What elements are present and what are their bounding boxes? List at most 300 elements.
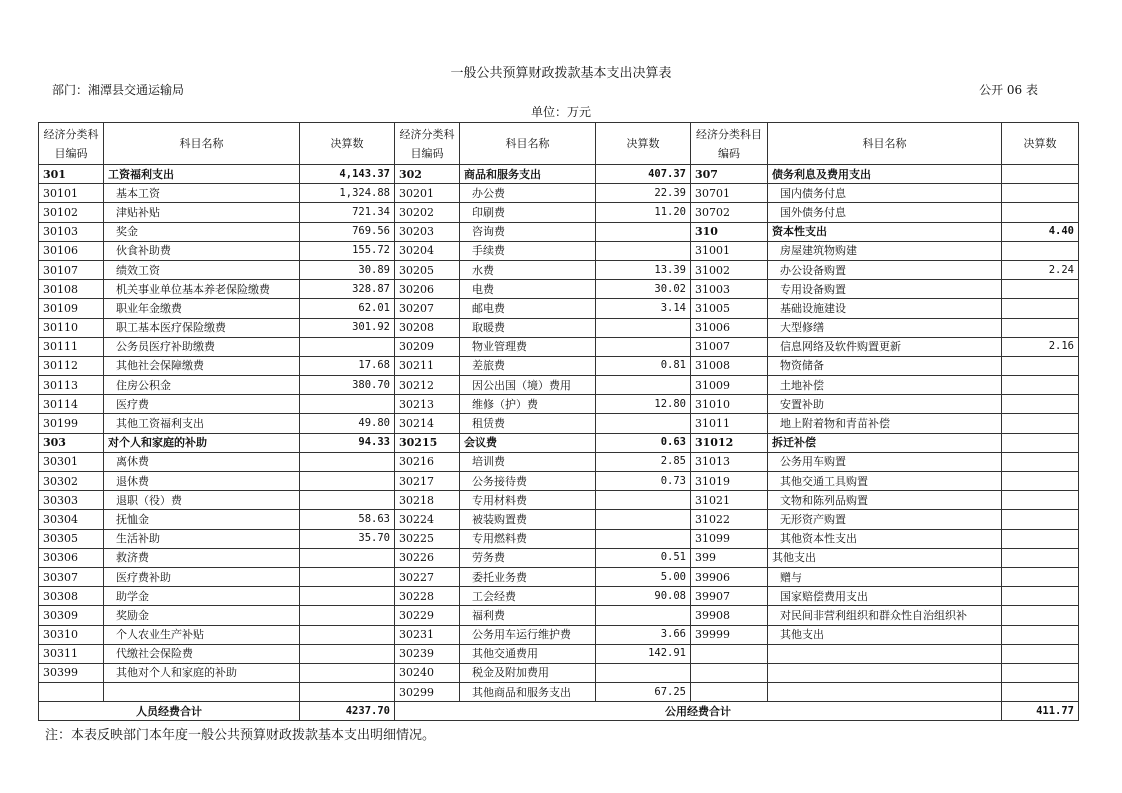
cell-name-2: 印刷费	[460, 203, 596, 222]
cell-amt-2	[596, 663, 691, 682]
cell-code-3: 31002	[691, 260, 768, 279]
cell-name-3: 对民间非营利组织和群众性自治组织补	[768, 606, 1002, 625]
cell-name-2: 被装购置费	[460, 510, 596, 529]
cell-amt-3	[1002, 280, 1079, 299]
cell-amt-3: 2.16	[1002, 337, 1079, 356]
cell-amt-1	[300, 337, 395, 356]
cell-name-1: 退职（役）费	[104, 491, 300, 510]
cell-name-3: 赠与	[768, 567, 1002, 586]
cell-code-1: 30307	[39, 567, 104, 586]
cell-code-3: 31007	[691, 337, 768, 356]
cell-amt-1: 35.70	[300, 529, 395, 548]
cell-name-3: 信息网络及软件购置更新	[768, 337, 1002, 356]
cell-amt-3	[1002, 184, 1079, 203]
cell-name-1: 基本工资	[104, 184, 300, 203]
cell-amt-2: 12.80	[596, 395, 691, 414]
cell-code-3: 39908	[691, 606, 768, 625]
table-row	[39, 472, 1079, 491]
cell-name-2: 物业管理费	[460, 337, 596, 356]
cell-amt-1: 17.68	[300, 356, 395, 375]
cell-name-3: 资本性支出	[768, 222, 1002, 241]
table-row	[39, 510, 1079, 529]
cell-code-1: 30113	[39, 376, 104, 395]
cell-amt-3	[1002, 567, 1079, 586]
cell-name-3: 国内债务付息	[768, 184, 1002, 203]
cell-name-1: 对个人和家庭的补助	[104, 433, 300, 452]
cell-name-1: 其他对个人和家庭的补助	[104, 663, 300, 682]
cell-code-3: 39906	[691, 567, 768, 586]
expenditure-table	[38, 122, 1079, 721]
cell-code-1: 30114	[39, 395, 104, 414]
cell-amt-1	[300, 606, 395, 625]
public-total-value: 411.77	[1002, 702, 1079, 721]
cell-name-2: 其他商品和服务支出	[460, 683, 596, 702]
cell-code-1: 30106	[39, 241, 104, 260]
cell-code-2: 30212	[395, 376, 460, 395]
cell-amt-2: 2.85	[596, 452, 691, 471]
cell-code-2: 30217	[395, 472, 460, 491]
cell-name-2: 劳务费	[460, 548, 596, 567]
cell-name-3: 专用设备购置	[768, 280, 1002, 299]
cell-amt-3	[1002, 376, 1079, 395]
cell-name-2: 专用材料费	[460, 491, 596, 510]
cell-code-1: 30311	[39, 644, 104, 663]
cell-name-2: 水费	[460, 260, 596, 279]
cell-amt-2: 5.00	[596, 567, 691, 586]
cell-name-3	[768, 644, 1002, 663]
cell-name-2: 公务接待费	[460, 472, 596, 491]
cell-amt-3	[1002, 318, 1079, 337]
cell-name-1: 绩效工资	[104, 260, 300, 279]
cell-amt-2	[596, 318, 691, 337]
cell-amt-2	[596, 510, 691, 529]
cell-amt-1	[300, 587, 395, 606]
cell-amt-1	[300, 625, 395, 644]
cell-code-1: 30303	[39, 491, 104, 510]
cell-amt-2: 3.66	[596, 625, 691, 644]
cell-code-3: 31010	[691, 395, 768, 414]
cell-code-1: 30309	[39, 606, 104, 625]
cell-code-2: 302	[395, 165, 460, 184]
cell-name-3: 拆迁补偿	[768, 433, 1002, 452]
header-name-2: 科目名称	[460, 123, 596, 165]
cell-code-3: 31099	[691, 529, 768, 548]
cell-amt-3	[1002, 395, 1079, 414]
header-code-1: 经济分类科目编码	[39, 123, 104, 165]
cell-amt-2	[596, 414, 691, 433]
cell-amt-3: 2.24	[1002, 260, 1079, 279]
cell-name-1: 生活补助	[104, 529, 300, 548]
cell-name-1	[104, 683, 300, 702]
cell-name-2: 工会经费	[460, 587, 596, 606]
cell-code-3: 31013	[691, 452, 768, 471]
cell-amt-1	[300, 644, 395, 663]
cell-name-3: 房屋建筑物购建	[768, 241, 1002, 260]
table-header-row	[39, 123, 1079, 165]
header-code-2: 经济分类科目编码	[395, 123, 460, 165]
cell-name-3: 其他支出	[768, 548, 1002, 567]
table-row	[39, 491, 1079, 510]
cell-name-2: 差旅费	[460, 356, 596, 375]
cell-code-1: 303	[39, 433, 104, 452]
cell-code-3: 31006	[691, 318, 768, 337]
cell-amt-1: 301.92	[300, 318, 395, 337]
public-total-label: 公用经费合计	[395, 702, 1002, 721]
cell-code-2: 30229	[395, 606, 460, 625]
cell-name-2: 培训费	[460, 452, 596, 471]
cell-code-3: 31008	[691, 356, 768, 375]
cell-amt-1	[300, 491, 395, 510]
header-name-1: 科目名称	[104, 123, 300, 165]
cell-name-1: 机关事业单位基本养老保险缴费	[104, 280, 300, 299]
cell-name-1: 奖励金	[104, 606, 300, 625]
cell-code-2: 30299	[395, 683, 460, 702]
cell-code-2: 30211	[395, 356, 460, 375]
cell-code-2: 30240	[395, 663, 460, 682]
cell-amt-2	[596, 241, 691, 260]
unit-label: 单位：万元	[530, 105, 591, 119]
cell-code-2: 30226	[395, 548, 460, 567]
cell-name-3: 公务用车购置	[768, 452, 1002, 471]
cell-name-3: 基础设施建设	[768, 299, 1002, 318]
cell-amt-1: 58.63	[300, 510, 395, 529]
personnel-total-label: 人员经费合计	[39, 702, 300, 721]
cell-code-2: 30239	[395, 644, 460, 663]
cell-name-2: 委托业务费	[460, 567, 596, 586]
cell-name-3: 国外债务付息	[768, 203, 1002, 222]
cell-amt-2: 407.37	[596, 165, 691, 184]
cell-amt-2: 30.02	[596, 280, 691, 299]
cell-code-2: 30203	[395, 222, 460, 241]
cell-name-3: 办公设备购置	[768, 260, 1002, 279]
table-row	[39, 414, 1079, 433]
cell-name-1: 公务员医疗补助缴费	[104, 337, 300, 356]
cell-code-2: 30207	[395, 299, 460, 318]
cell-code-2: 30213	[395, 395, 460, 414]
cell-amt-1	[300, 472, 395, 491]
table-number: 公开 06 表	[979, 83, 1038, 97]
cell-name-2: 租赁费	[460, 414, 596, 433]
table-row	[39, 241, 1079, 260]
cell-code-3: 30702	[691, 203, 768, 222]
cell-code-1: 30112	[39, 356, 104, 375]
cell-name-2: 商品和服务支出	[460, 165, 596, 184]
table-row	[39, 452, 1079, 471]
cell-name-3	[768, 663, 1002, 682]
cell-amt-2: 0.81	[596, 356, 691, 375]
table-row	[39, 395, 1079, 414]
cell-name-3: 地上附着物和青苗补偿	[768, 414, 1002, 433]
cell-name-2: 会议费	[460, 433, 596, 452]
cell-code-3: 31011	[691, 414, 768, 433]
cell-name-2: 因公出国（境）费用	[460, 376, 596, 395]
cell-amt-3	[1002, 356, 1079, 375]
cell-code-2: 30227	[395, 567, 460, 586]
cell-amt-3	[1002, 165, 1079, 184]
cell-name-3: 大型修缮	[768, 318, 1002, 337]
table-row	[39, 625, 1079, 644]
cell-code-3	[691, 644, 768, 663]
cell-code-1: 30308	[39, 587, 104, 606]
cell-code-2: 30224	[395, 510, 460, 529]
table-row	[39, 663, 1079, 682]
cell-code-1: 30108	[39, 280, 104, 299]
cell-code-2: 30206	[395, 280, 460, 299]
cell-amt-2	[596, 606, 691, 625]
cell-code-1: 30305	[39, 529, 104, 548]
cell-amt-3	[1002, 548, 1079, 567]
table-row	[39, 606, 1079, 625]
table-row	[39, 683, 1079, 702]
table-row	[39, 299, 1079, 318]
cell-name-1: 伙食补助费	[104, 241, 300, 260]
cell-code-2: 30209	[395, 337, 460, 356]
cell-name-3: 无形资产购置	[768, 510, 1002, 529]
cell-name-2: 电费	[460, 280, 596, 299]
table-row	[39, 260, 1079, 279]
header-amount-2: 决算数	[596, 123, 691, 165]
cell-name-2: 专用燃料费	[460, 529, 596, 548]
cell-amt-2: 90.08	[596, 587, 691, 606]
cell-name-1: 津贴补贴	[104, 203, 300, 222]
table-row	[39, 587, 1079, 606]
cell-amt-3	[1002, 606, 1079, 625]
cell-name-2: 取暖费	[460, 318, 596, 337]
table-row	[39, 165, 1079, 184]
totals-row	[39, 702, 1079, 721]
cell-amt-3	[1002, 241, 1079, 260]
page-title: 一般公共预算财政拨款基本支出决算表	[450, 66, 672, 81]
cell-name-2: 税金及附加费用	[460, 663, 596, 682]
cell-amt-2	[596, 222, 691, 241]
table-row	[39, 376, 1079, 395]
cell-amt-3	[1002, 414, 1079, 433]
cell-amt-2: 22.39	[596, 184, 691, 203]
cell-name-2: 咨询费	[460, 222, 596, 241]
cell-amt-2	[596, 491, 691, 510]
cell-code-1: 30306	[39, 548, 104, 567]
cell-amt-2	[596, 529, 691, 548]
cell-code-1: 30109	[39, 299, 104, 318]
cell-name-1: 其他工资福利支出	[104, 414, 300, 433]
cell-name-3: 其他资本性支出	[768, 529, 1002, 548]
table-row	[39, 548, 1079, 567]
cell-code-3: 31019	[691, 472, 768, 491]
cell-code-2: 30225	[395, 529, 460, 548]
cell-amt-3: 4.40	[1002, 222, 1079, 241]
cell-code-2: 30201	[395, 184, 460, 203]
cell-name-3	[768, 683, 1002, 702]
cell-amt-2: 0.51	[596, 548, 691, 567]
cell-amt-2: 0.63	[596, 433, 691, 452]
cell-name-2: 其他交通费用	[460, 644, 596, 663]
cell-code-1: 30111	[39, 337, 104, 356]
header-amount-3: 决算数	[1002, 123, 1079, 165]
cell-amt-3	[1002, 472, 1079, 491]
cell-name-2: 手续费	[460, 241, 596, 260]
cell-amt-3	[1002, 529, 1079, 548]
cell-amt-1: 94.33	[300, 433, 395, 452]
cell-code-1: 30304	[39, 510, 104, 529]
cell-code-2: 30205	[395, 260, 460, 279]
cell-code-1: 30302	[39, 472, 104, 491]
cell-amt-1: 49.80	[300, 414, 395, 433]
cell-amt-3	[1002, 625, 1079, 644]
cell-code-1: 30107	[39, 260, 104, 279]
cell-code-1: 30103	[39, 222, 104, 241]
cell-name-1: 抚恤金	[104, 510, 300, 529]
table-row	[39, 433, 1079, 452]
personnel-total-value: 4237.70	[300, 702, 395, 721]
cell-name-3: 国家赔偿费用支出	[768, 587, 1002, 606]
department-label: 部门：湘潭县交通运输局	[52, 83, 185, 97]
cell-amt-1	[300, 683, 395, 702]
cell-amt-1: 4,143.37	[300, 165, 395, 184]
cell-code-3: 31001	[691, 241, 768, 260]
cell-name-1: 医疗费补助	[104, 567, 300, 586]
cell-code-2: 30218	[395, 491, 460, 510]
table-row	[39, 203, 1079, 222]
cell-code-3: 31022	[691, 510, 768, 529]
header-amount-1: 决算数	[300, 123, 395, 165]
cell-code-3: 31003	[691, 280, 768, 299]
cell-code-3: 310	[691, 222, 768, 241]
cell-code-2: 30214	[395, 414, 460, 433]
cell-name-3: 其他交通工具购置	[768, 472, 1002, 491]
cell-code-1: 30110	[39, 318, 104, 337]
cell-code-1: 30399	[39, 663, 104, 682]
cell-name-1: 职业年金缴费	[104, 299, 300, 318]
cell-amt-3	[1002, 644, 1079, 663]
table-row	[39, 222, 1079, 241]
cell-name-3: 文物和陈列品购置	[768, 491, 1002, 510]
cell-code-2: 30204	[395, 241, 460, 260]
cell-code-3: 31005	[691, 299, 768, 318]
cell-name-1: 退休费	[104, 472, 300, 491]
cell-amt-3	[1002, 452, 1079, 471]
cell-amt-1: 769.56	[300, 222, 395, 241]
cell-amt-2: 67.25	[596, 683, 691, 702]
cell-code-3: 30701	[691, 184, 768, 203]
cell-amt-1: 155.72	[300, 241, 395, 260]
cell-code-1: 30102	[39, 203, 104, 222]
cell-name-2: 公务用车运行维护费	[460, 625, 596, 644]
cell-name-1: 职工基本医疗保险缴费	[104, 318, 300, 337]
cell-code-3: 31021	[691, 491, 768, 510]
cell-amt-1	[300, 395, 395, 414]
cell-code-1: 30199	[39, 414, 104, 433]
cell-name-1: 代缴社会保险费	[104, 644, 300, 663]
cell-name-1: 住房公积金	[104, 376, 300, 395]
cell-amt-1: 328.87	[300, 280, 395, 299]
cell-code-1: 301	[39, 165, 104, 184]
cell-amt-2: 11.20	[596, 203, 691, 222]
table-row	[39, 644, 1079, 663]
cell-name-3: 土地补偿	[768, 376, 1002, 395]
cell-amt-2: 0.73	[596, 472, 691, 491]
cell-amt-3	[1002, 510, 1079, 529]
cell-name-1: 奖金	[104, 222, 300, 241]
cell-code-3: 399	[691, 548, 768, 567]
cell-amt-1	[300, 663, 395, 682]
cell-code-3: 39999	[691, 625, 768, 644]
cell-amt-3	[1002, 663, 1079, 682]
cell-amt-2	[596, 376, 691, 395]
header-name-3: 科目名称	[768, 123, 1002, 165]
table-row	[39, 567, 1079, 586]
cell-code-3	[691, 683, 768, 702]
cell-name-3: 债务利息及费用支出	[768, 165, 1002, 184]
table-row	[39, 529, 1079, 548]
cell-name-1: 离休费	[104, 452, 300, 471]
cell-amt-3	[1002, 491, 1079, 510]
cell-name-2: 福利费	[460, 606, 596, 625]
cell-amt-3	[1002, 299, 1079, 318]
cell-code-3: 307	[691, 165, 768, 184]
cell-code-3: 31009	[691, 376, 768, 395]
cell-name-1: 个人农业生产补贴	[104, 625, 300, 644]
cell-amt-3	[1002, 587, 1079, 606]
cell-amt-1: 721.34	[300, 203, 395, 222]
table-row	[39, 280, 1079, 299]
cell-amt-2: 13.39	[596, 260, 691, 279]
cell-code-1: 30310	[39, 625, 104, 644]
header-code-3: 经济分类科目编码	[691, 123, 768, 165]
cell-code-2: 30216	[395, 452, 460, 471]
cell-amt-3	[1002, 683, 1079, 702]
cell-amt-2: 142.91	[596, 644, 691, 663]
cell-name-3: 安置补助	[768, 395, 1002, 414]
cell-amt-3	[1002, 433, 1079, 452]
cell-amt-1: 30.89	[300, 260, 395, 279]
cell-code-3: 31012	[691, 433, 768, 452]
cell-code-1: 30101	[39, 184, 104, 203]
cell-name-2: 办公费	[460, 184, 596, 203]
cell-code-1	[39, 683, 104, 702]
cell-amt-2: 3.14	[596, 299, 691, 318]
cell-amt-1: 1,324.88	[300, 184, 395, 203]
footnote: 注：本表反映部门本年度一般公共预算财政拨款基本支出明细情况。	[45, 728, 436, 743]
cell-code-1: 30301	[39, 452, 104, 471]
table-row	[39, 356, 1079, 375]
table-row	[39, 337, 1079, 356]
cell-code-2: 30231	[395, 625, 460, 644]
cell-name-1: 工资福利支出	[104, 165, 300, 184]
cell-name-1: 助学金	[104, 587, 300, 606]
cell-name-1: 其他社会保障缴费	[104, 356, 300, 375]
table-row	[39, 184, 1079, 203]
cell-amt-1	[300, 452, 395, 471]
cell-code-2: 30202	[395, 203, 460, 222]
cell-name-1: 救济费	[104, 548, 300, 567]
cell-amt-1	[300, 567, 395, 586]
cell-amt-1: 380.70	[300, 376, 395, 395]
cell-name-3: 物资储备	[768, 356, 1002, 375]
cell-amt-2	[596, 337, 691, 356]
cell-amt-1	[300, 548, 395, 567]
cell-name-2: 维修（护）费	[460, 395, 596, 414]
cell-amt-3	[1002, 203, 1079, 222]
cell-name-3: 其他支出	[768, 625, 1002, 644]
cell-name-2: 邮电费	[460, 299, 596, 318]
cell-code-2: 30208	[395, 318, 460, 337]
table-row	[39, 318, 1079, 337]
cell-code-2: 30228	[395, 587, 460, 606]
cell-code-3: 39907	[691, 587, 768, 606]
cell-code-3	[691, 663, 768, 682]
cell-name-1: 医疗费	[104, 395, 300, 414]
cell-code-2: 30215	[395, 433, 460, 452]
